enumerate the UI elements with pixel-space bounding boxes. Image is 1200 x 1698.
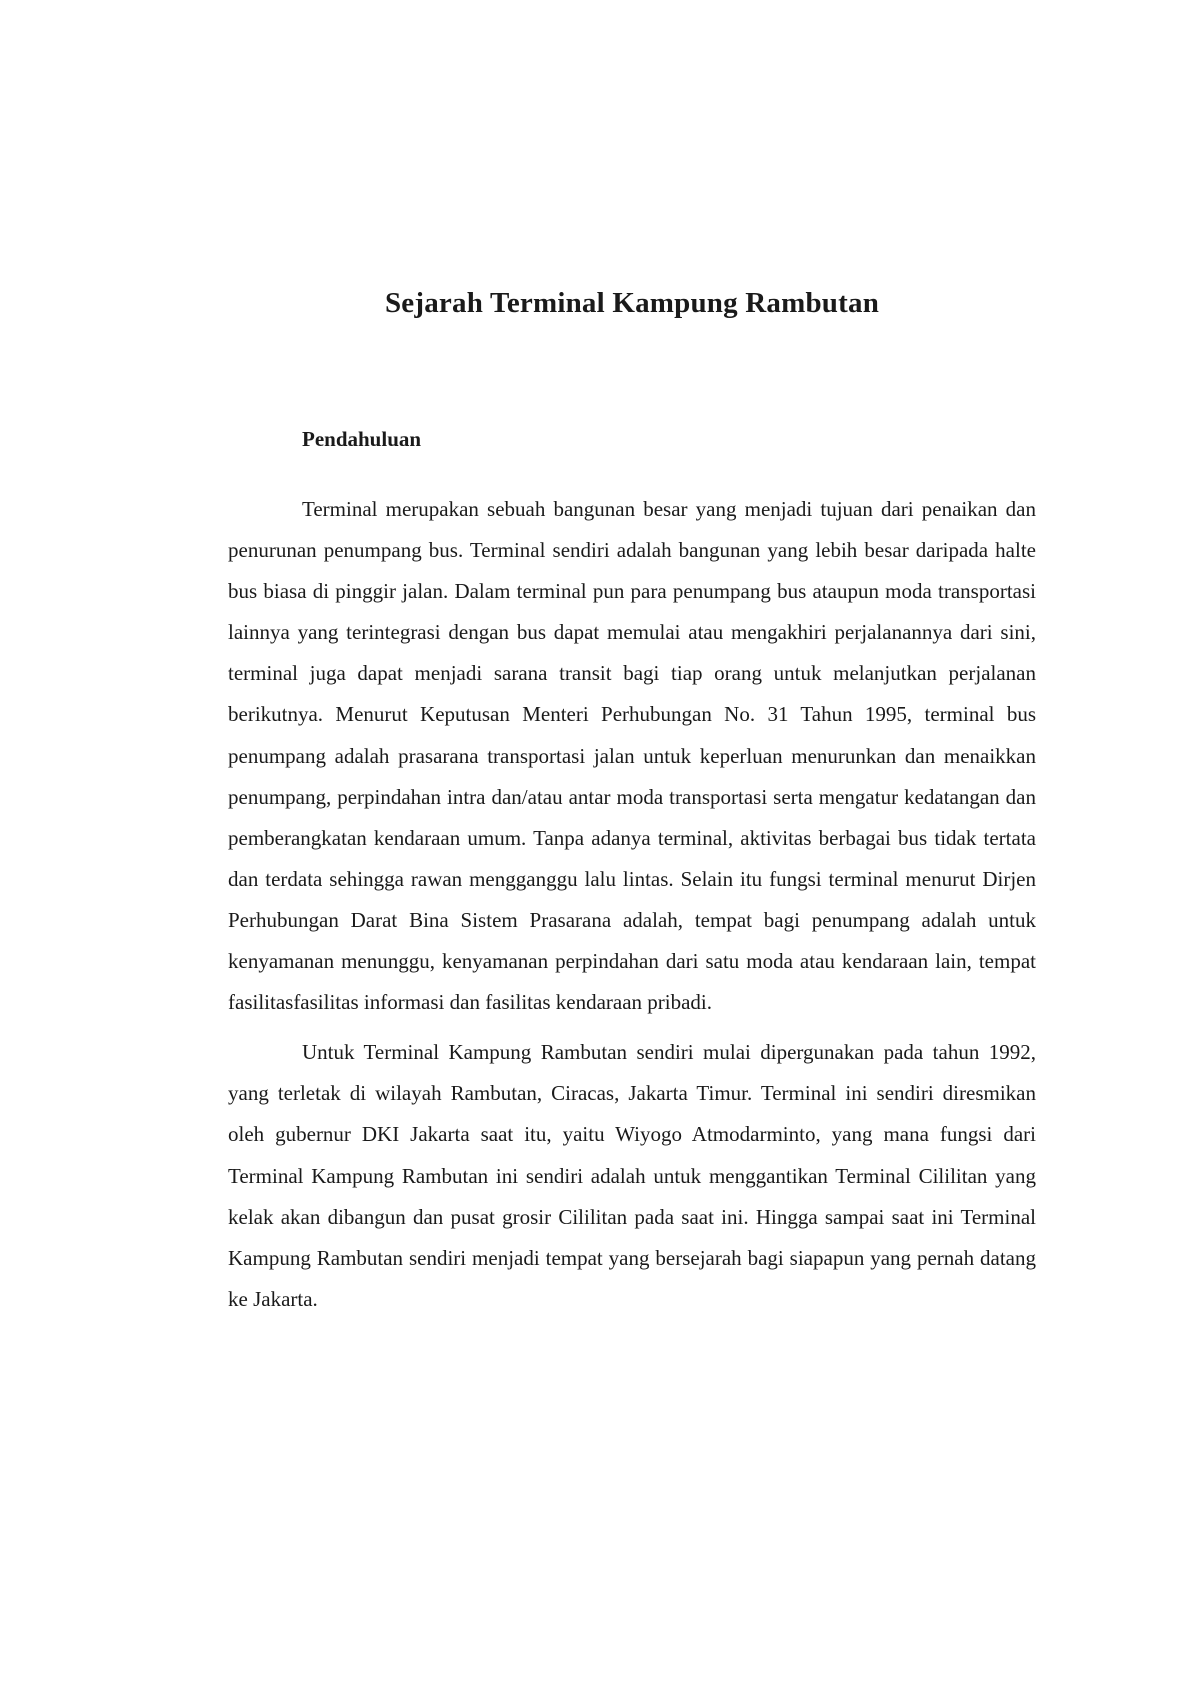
document-title: Sejarah Terminal Kampung Rambutan bbox=[384, 287, 880, 319]
section-heading: Pendahuluan bbox=[302, 427, 422, 451]
body-text bbox=[228, 489, 1036, 1329]
paragraph: Terminal merupakan sebuah bangunan besar yang menjadi tujuan dari penaikan dan penurunan penumpang bus. Terminal sendiri adalah bangunan yang lebih besar daripada halte bus biasa di pinggir jalan. Dalam terminal pun para penumpang bus ataupun moda transportasi lainnya yang terintegrasi dengan bus dapat memulai atau mengakhiri perjalanannya dari sini, terminal juga dapat menjadi sarana transit bagi tiap orang untuk melanjutkan perjalanan berikutnya. Menurut Keputusan Menteri Perhubungan No. 31 Tahun 1995, terminal bus penumpang adalah prasarana transportasi jalan untuk keperluan menurunkan dan menaikkan penumpang, perpindahan intra dan/atau antar moda transportasi serta mengatur kedatangan dan pemberangkatan kendaraan umum. Tanpa adanya terminal, aktivitas berbagai bus tidak tertata dan terdata sehingga rawan mengganggu lalu lintas. Selain itu fungsi terminal menurut Dirjen Perhubungan Darat Bina Sistem Prasarana adalah, tempat bagi penumpang adalah untuk kenyamanan menunggu, kenyamanan perpindahan dari satu moda atau kendaraan lain, tempat fasilitasfasilitas informasi dan fasilitas kendaraan pribadi. bbox=[228, 497, 1036, 1015]
paragraph: Untuk Terminal Kampung Rambutan sendiri mulai dipergunakan pada tahun 1992, yang terletak di wilayah Rambutan, Ciracas, Jakarta Timur. Terminal ini sendiri diresmikan oleh gubernur DKI Jakarta saat itu, yaitu Wiyogo Atmodarminto, yang mana fungsi dari Terminal Kampung Rambutan ini sendiri adalah untuk menggantikan Terminal Cililitan yang kelak akan dibangun dan pusat grosir Cililitan pada saat ini. Hingga sampai saat ini Terminal Kampung Rambutan sendiri menjadi tempat yang bersejarah bagi siapapun yang pernah datang ke Jakarta. bbox=[228, 1040, 1036, 1311]
